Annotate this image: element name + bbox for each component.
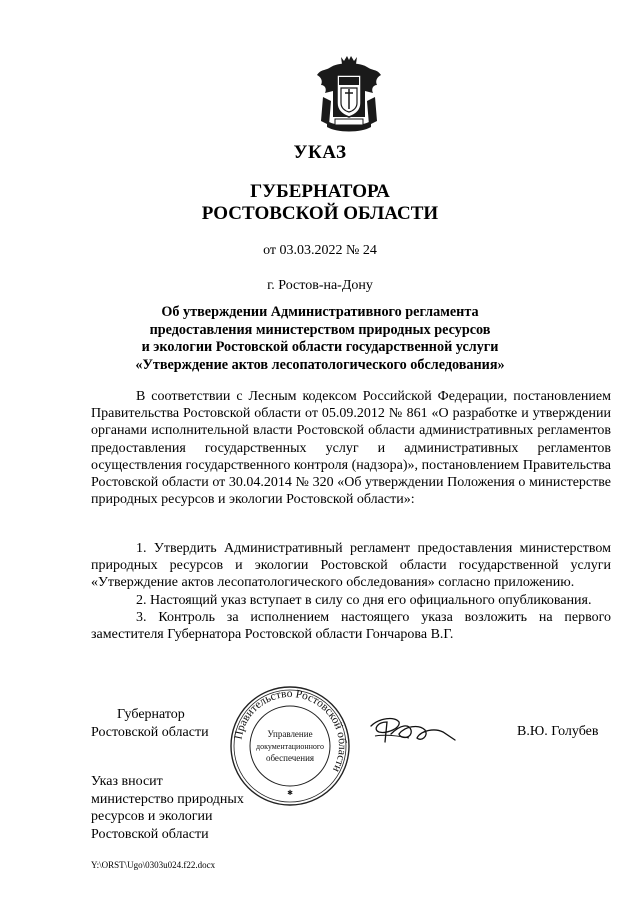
subject-line: предоставления министерством природных ресурсов: [149, 321, 491, 338]
document-type-title: УКАЗ: [293, 142, 347, 163]
document-subject: [0, 304, 640, 374]
issuer-title-line2: РОСТОВСКОЙ ОБЛАСТИ: [201, 203, 439, 224]
introduced-by-line: ресурсов и экологии: [91, 809, 213, 824]
introduced-by-line: Ростовской области: [91, 826, 209, 842]
file-path-footer: Y:\ORST\Ugo\0303u024.f22.docx: [91, 860, 216, 870]
signatory-name: В.Ю. Голубев: [517, 724, 599, 739]
preamble-paragraph: В соответствии с Лесным кодексом Российской Федерации, постановлением Правительства Ростовской области от 05.09.2012 № 861 «О разработке и утверждении органами исполнительной власти Ростовской области административных регламентов предоставления государственных услуг и административных регламентов осуществления государственного контроля (надзора)», постановлением Правительства Ростовской области от 30.04.2014 № 320 «Об утверждении Положения о министерстве природных ресурсов и экологии Ростовской области»:: [91, 389, 611, 508]
subject-line: Об утверждении Административного регламента: [161, 304, 479, 320]
city-line: г. Ростов-на-Дону: [267, 278, 373, 293]
subject-line: «Утверждение актов лесопатологического обследования»: [135, 356, 505, 373]
subject-line: и экологии Ростовской области государственной услуги: [141, 339, 499, 355]
seal-inner-line1: Управление: [267, 729, 313, 739]
issuer-title-line1: ГУБЕРНАТОРА: [250, 181, 390, 202]
seal-inner-line3: обеспечения: [265, 753, 315, 763]
signatory-post-line2: Ростовской области: [91, 725, 209, 740]
date-number-line: от 03.03.2022 № 24: [263, 243, 377, 258]
seal-star-icon: ✱: [287, 789, 293, 797]
decree-items: [91, 540, 611, 643]
decree-item: 3. Контроль за исполнением настоящего указа возложить на первого заместителя Губернатора Ростовской области Гончарова В.Г.: [91, 609, 611, 643]
introduced-by-block: [91, 773, 244, 843]
introduced-by-line: Указ вносит: [91, 774, 163, 789]
seal-inner-line2: документационного: [256, 742, 324, 751]
official-seal: [228, 684, 352, 808]
signatory-post-line1: Губернатор: [117, 707, 185, 722]
handwritten-signature: [365, 712, 460, 752]
decree-item: 2. Настоящий указ вступает в силу со дня его официального опубликования.: [136, 592, 592, 608]
introduced-by-line: министерство природных: [91, 791, 244, 807]
decree-item: 1. Утвердить Административный регламент предоставления министерством природных ресурсов и экологии Ростовской области государственной услуги «Утверждение актов лесопатологического обследования» согласно приложению.: [91, 541, 611, 591]
seal-ring-text: Правительство Ростовской области: [232, 687, 349, 774]
coat-of-arms-emblem: [313, 55, 385, 135]
signatory-post: [91, 706, 209, 742]
